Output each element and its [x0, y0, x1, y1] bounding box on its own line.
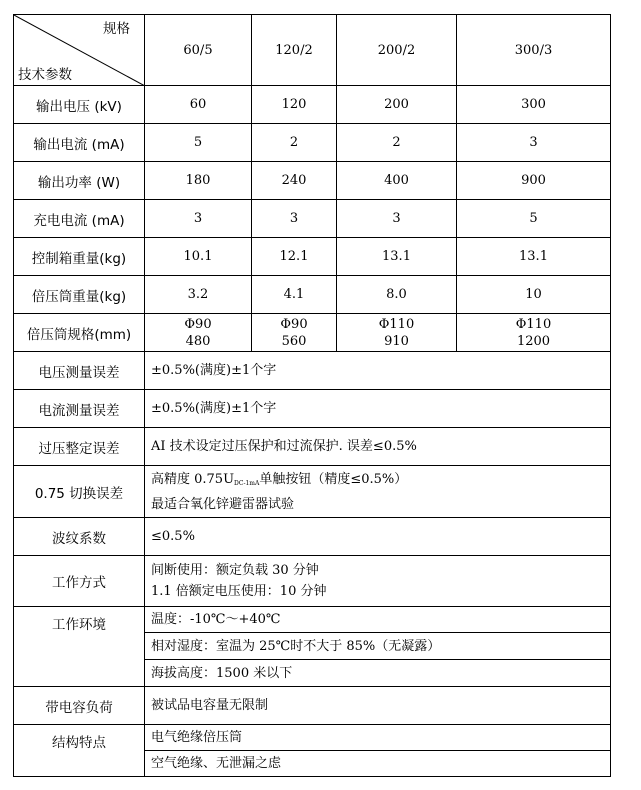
- model-header: 300/3: [457, 15, 611, 86]
- row-value: 5: [457, 200, 611, 238]
- spec-label: 过压整定误差: [14, 428, 145, 466]
- row-value: 200: [337, 86, 457, 124]
- switch-line-1: [151, 469, 610, 494]
- spec-row: [14, 428, 611, 466]
- spec-row: [14, 352, 611, 390]
- spec-value: [145, 466, 611, 518]
- spec-row: [14, 556, 611, 607]
- row-label: 倍压筒规格(mm): [14, 314, 145, 352]
- spec-value: ±0.5%(满度)±1个字: [145, 352, 611, 390]
- row-value: 10.1: [145, 238, 252, 276]
- row-value: 120: [252, 86, 337, 124]
- spec-header-label: 规格: [103, 21, 130, 37]
- row-value: 8.0: [337, 276, 457, 314]
- model-header: 200/2: [337, 15, 457, 86]
- table-row: [14, 238, 611, 276]
- row-label: 充电电流 (mA): [14, 200, 145, 238]
- env-line: 海拔高度：1500 米以下: [145, 660, 611, 687]
- row-label: 控制箱重量(kg): [14, 238, 145, 276]
- env-line: 温度：-10℃～+40℃: [145, 607, 611, 633]
- row-value: 300: [457, 86, 611, 124]
- row-value: 12.1: [252, 238, 337, 276]
- spec-label: 波纹系数: [14, 518, 145, 556]
- height: 560: [281, 333, 307, 349]
- switch-text: 高精度 0.75U: [151, 471, 235, 487]
- row-value: 3: [337, 200, 457, 238]
- spec-value: AI 技术设定过压保护和过流保护. 误差≤0.5%: [145, 428, 611, 466]
- header-diagonal-cell: [14, 15, 145, 86]
- table-row: [14, 200, 611, 238]
- row-label: 输出电流 (mA): [14, 124, 145, 162]
- row-label: 输出电压 (kV): [14, 86, 145, 124]
- row-value: 10: [457, 276, 611, 314]
- row-value: 4.1: [252, 276, 337, 314]
- row-value: 3.2: [145, 276, 252, 314]
- spec-value: 被试品电容量无限制: [145, 687, 611, 725]
- spec-table: [13, 14, 611, 777]
- spec-label: 结构特点: [14, 725, 145, 777]
- spec-label: 电压测量误差: [14, 352, 145, 390]
- row-value: 180: [145, 162, 252, 200]
- diameter: Φ90: [280, 316, 308, 332]
- diameter: Φ90: [184, 316, 212, 332]
- header-row: [14, 15, 611, 86]
- dimension-value: [252, 314, 337, 352]
- row-value: 13.1: [337, 238, 457, 276]
- switch-line-2: 最适合氧化锌避雷器试验: [151, 496, 295, 512]
- row-value: 400: [337, 162, 457, 200]
- spec-row: [14, 390, 611, 428]
- dimension-value: [457, 314, 611, 352]
- table-row: [14, 162, 611, 200]
- spec-label: 0.75 切换误差: [14, 466, 145, 518]
- structure-line: 电气绝缘倍压筒: [145, 725, 611, 751]
- spec-row: [14, 607, 611, 633]
- row-value: 13.1: [457, 238, 611, 276]
- row-value: 900: [457, 162, 611, 200]
- spec-label: 工作方式: [14, 556, 145, 607]
- model-header: 60/5: [145, 15, 252, 86]
- row-value: 3: [457, 124, 611, 162]
- param-header-label: 技术参数: [18, 67, 72, 83]
- row-value: 2: [337, 124, 457, 162]
- table-row: [14, 276, 611, 314]
- spec-value: [145, 556, 611, 607]
- diameter: Φ110: [378, 316, 415, 332]
- row-value: 240: [252, 162, 337, 200]
- spec-value: ±0.5%(满度)±1个字: [145, 390, 611, 428]
- structure-line: 空气绝缘、无泄漏之虑: [145, 751, 611, 777]
- table-row: [14, 124, 611, 162]
- spec-row: [14, 687, 611, 725]
- height: 480: [185, 333, 211, 349]
- switch-subscript: DC-1mA: [234, 479, 260, 487]
- diameter: Φ110: [515, 316, 552, 332]
- spec-row: [14, 466, 611, 518]
- work-mode-line-1: 间断使用：额定负载 30 分钟: [151, 563, 319, 578]
- height: 1200: [516, 333, 551, 349]
- row-value: 3: [145, 200, 252, 238]
- spec-label: 电流测量误差: [14, 390, 145, 428]
- dimension-value: [145, 314, 252, 352]
- env-line: 相对湿度：室温为 25℃时不大于 85%（无凝露）: [145, 633, 611, 660]
- spec-value: ≤0.5%: [145, 518, 611, 556]
- row-label: 倍压筒重量(kg): [14, 276, 145, 314]
- row-value: 2: [252, 124, 337, 162]
- dimension-row: [14, 314, 611, 352]
- spec-row: [14, 725, 611, 751]
- spec-label: 带电容负荷: [14, 687, 145, 725]
- dimension-value: [337, 314, 457, 352]
- table-row: [14, 86, 611, 124]
- spec-label: 工作环境: [14, 607, 145, 687]
- row-value: 3: [252, 200, 337, 238]
- model-header: 120/2: [252, 15, 337, 86]
- height: 910: [384, 333, 409, 349]
- row-value: 5: [145, 124, 252, 162]
- row-value: 60: [145, 86, 252, 124]
- switch-text-post: 单触按钮（精度≤0.5%）: [259, 471, 408, 487]
- spec-row: [14, 518, 611, 556]
- work-mode-line-2: 1.1 倍额定电压使用：10 分钟: [151, 584, 327, 599]
- row-label: 输出功率 (W): [14, 162, 145, 200]
